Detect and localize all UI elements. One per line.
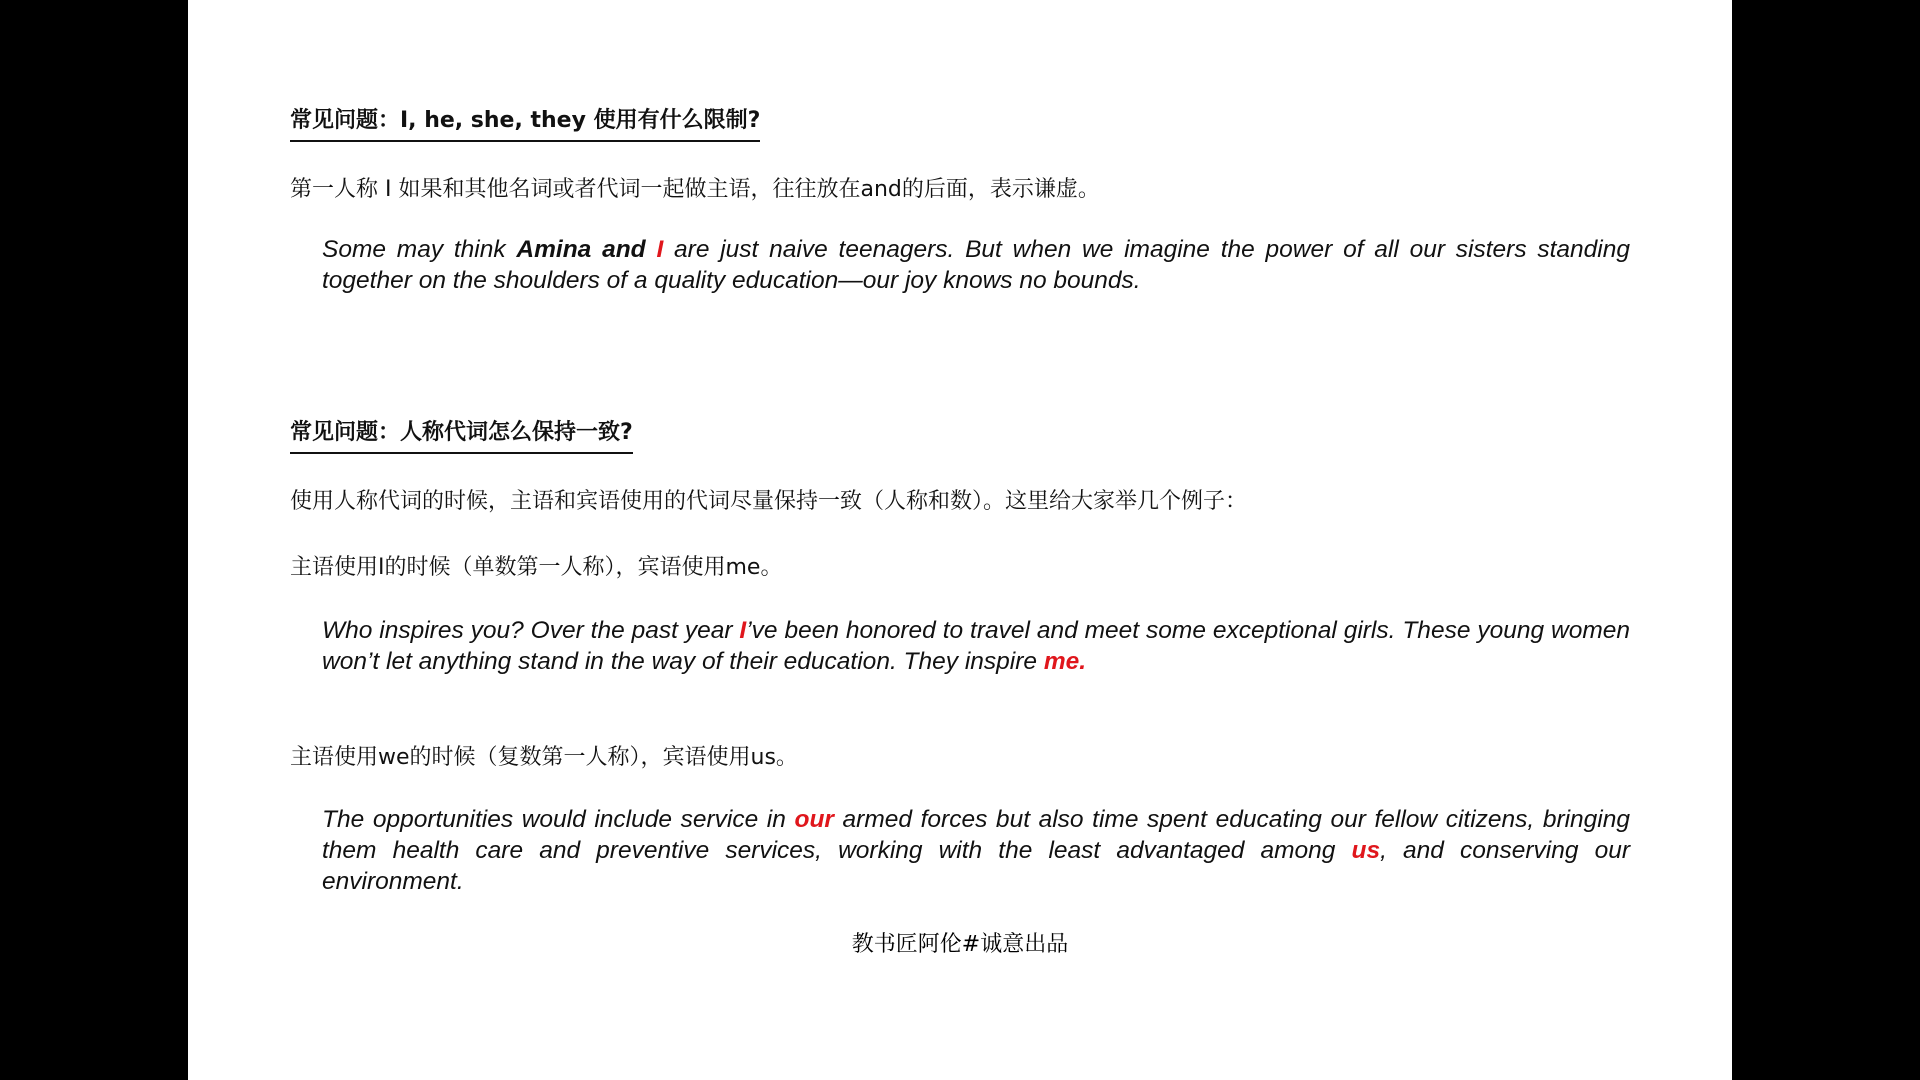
section2-example1	[322, 615, 1630, 677]
example-text: , and conserving our environment.	[322, 837, 1630, 895]
highlight-pronoun: us	[1351, 837, 1381, 864]
section1-example	[322, 234, 1630, 296]
example-text: Who inspires you? Over the past year	[322, 617, 740, 644]
example-text: ’ve been honored to travel and meet some exceptional girls. These young women won’t let anything stand in the way of their education. They inspire	[322, 617, 1630, 675]
example-text: The opportunities would include service in	[322, 806, 795, 833]
section2-intro: 使用人称代词的时候，主语和宾语使用的代词尽量保持一致（人称和数）。这里给大家举几个例子：	[290, 489, 1248, 514]
section2-rule2: 主语使用we的时候（复数第一人称），宾语使用us。	[290, 745, 798, 770]
section2-rule1: 主语使用I的时候（单数第一人称），宾语使用me。	[290, 555, 783, 580]
example-text: armed forces but also time spent educating our fellow citizens, bringing them health care and preventive services, working with the least advantaged among	[322, 806, 1630, 864]
example-text: Some may think	[322, 236, 517, 263]
example-text: are just naive teenagers. But when we imagine the power of all our sisters standing together on the shoulders of a quality education—our joy knows no bounds.	[322, 236, 1630, 294]
highlight-pronoun: our	[794, 806, 834, 833]
section1-rule: 第一人称 I 如果和其他名词或者代词一起做主语，往往放在and的后面，表示谦虚。	[290, 177, 1100, 202]
highlight-pronoun: I	[656, 236, 664, 263]
section2-heading: 常见问题：人称代词怎么保持一致?	[290, 415, 633, 454]
highlight-pronoun: I	[739, 617, 747, 644]
slide-page	[188, 0, 1732, 1080]
section1-heading: 常见问题：I, he, she, they 使用有什么限制?	[290, 103, 760, 142]
highlight-pronoun: me.	[1043, 648, 1087, 675]
section2-example2	[322, 804, 1630, 897]
example-bold-subject: Amina and	[516, 236, 657, 263]
credit-line: 教书匠阿伦#诚意出品	[851, 932, 1069, 957]
